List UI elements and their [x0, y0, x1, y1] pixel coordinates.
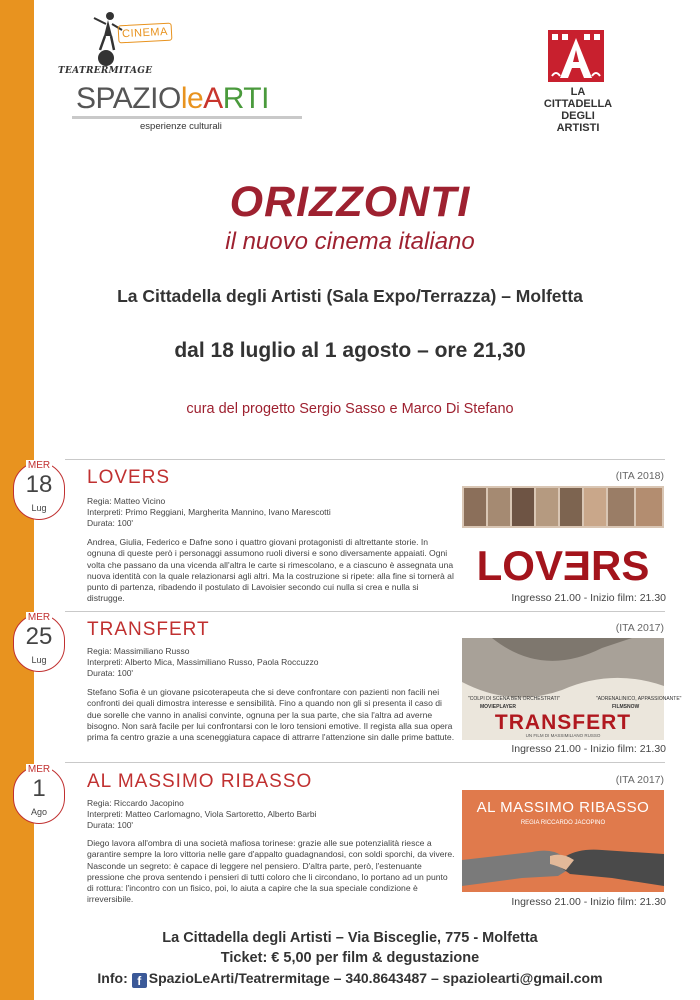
badge-month: Lug — [31, 503, 47, 513]
badge-weekday: MER — [27, 460, 51, 471]
transfert-poster-credit: UN FILM DI MASSIMILIANO RUSSO — [525, 733, 601, 738]
film-origin: (ITA 2017) — [615, 622, 664, 634]
badge-weekday: MER — [27, 764, 51, 775]
ribasso-poster-word: AL MASSIMO RIBASSO — [476, 799, 650, 816]
film-duration: Durata: 100' — [87, 668, 134, 678]
transfert-source-right: FILMSNOW — [612, 704, 640, 710]
date-badge — [13, 766, 65, 824]
logo-part-a: A — [203, 82, 223, 115]
logo-part-spazio: SPAZIO — [76, 82, 181, 115]
event-title: ORIZZONTI — [229, 178, 471, 226]
footer-info-label: Info: — [97, 970, 128, 986]
date-badge — [13, 462, 65, 520]
transfert-poster — [462, 638, 682, 740]
event-curator: cura del progetto Sergio Sasso e Marco Di Stefano — [186, 401, 514, 417]
transfert-quote-right: "ADRENALINICO, APPASSIONANTE" — [596, 696, 682, 702]
film-cast: Interpreti: Alberto Mica, Massimiliano Russo, Paola Roccuzzo — [87, 657, 319, 667]
badge-day-number: 25 — [25, 623, 53, 650]
badge-weekday: MER — [27, 612, 51, 623]
event-dates: dal 18 luglio al 1 agosto – ore 21,30 — [174, 339, 526, 362]
ribasso-poster-credit: REGIA RICCARDO JACOPINO — [520, 820, 606, 826]
footer-address: La Cittadella degli Artisti – Via Bisceglie, 775 - Molfetta — [162, 930, 538, 946]
film-title: TRANSFERT — [87, 619, 210, 640]
cinema-tag: CINEMA — [118, 23, 173, 44]
film-separator — [65, 762, 665, 763]
film-title: AL MASSIMO RIBASSO — [87, 771, 313, 792]
event-subtitle: il nuovo cinema italiano — [225, 228, 475, 255]
film-synopsis: Diego lavora all'ombra di una società mafiosa torinese: grazie alle sue potenzialità riesce a garantire sempre la loro vittoria nelle gare d'appalto guadagnandosi, con soldi sporchi, da vivere. Nasconde un segreto: è capace di leggere nel pensiero. D'altra parte, però, l'estenuante pressione che prova sentendo i pensieri di tutti coloro che li circondano, lo portano ad un punto di rottura: l'incontro con un fisico, poi, lo aiuta a capire che la sua speciale condizione è irreversibile. — [87, 838, 455, 905]
cittadella-line-1: LA CITTADELLA — [543, 86, 613, 110]
footer-contacts: SpazioLeArti/Teatrermitage – 340.8643487 – spaziolearti@gmail.com — [148, 970, 603, 986]
transfert-poster-word: TRANSFERT — [494, 711, 632, 734]
cittadella-line-2: DEGLI ARTISTI — [556, 110, 600, 134]
logo-underline — [72, 116, 302, 119]
footer-ticket: Ticket: € 5,00 per film & degustazione — [220, 950, 480, 966]
transfert-quote-left: "COLPI DI SCENA BEN ORCHESTRATI" — [468, 696, 560, 702]
logo-part-le: le — [180, 82, 204, 115]
spaziolearti-logo — [76, 82, 269, 116]
badge-month: Lug — [31, 655, 47, 665]
film-showtime: Ingresso 21.00 - Inizio film: 21.30 — [511, 592, 666, 604]
film-duration: Durata: 100' — [87, 820, 134, 830]
facebook-icon: f — [132, 973, 147, 988]
event-venue: La Cittadella degli Artisti (Sala Expo/Terrazza) – Molfetta — [117, 286, 583, 306]
teatrermitage-name: TEATRERMITAGE — [58, 66, 153, 76]
logo-part-rti: RTI — [222, 82, 269, 115]
film-synopsis: Andrea, Giulia, Federico e Dafne sono i quattro giovani protagonisti di altrettante storie. In ognuna di queste però i personaggi assumono ruoli diversi e sono diversamente appaiati. Ogni volta che passano da una vicenda all'altra le carte si rimescolano, e a ciascuno è assegnata una nuova identità con la quale relazionarsi agli altri. Ma la costruzione si ripete: alla fine si tornerà al punto di partenza, ribadendo il postulato di Lavoisier secondo cui nulla si crea e nulla si distrugge. — [87, 537, 454, 604]
film-showtime: Ingresso 21.00 - Inizio film: 21.30 — [511, 743, 666, 755]
footer-info — [0, 970, 700, 988]
film-duration: Durata: 100' — [87, 518, 134, 528]
date-badge — [13, 614, 65, 672]
lovers-poster-word: LOVƎRS — [476, 542, 650, 589]
film-credits — [87, 646, 447, 679]
cittadella-logo-name — [540, 86, 616, 134]
film-showtime: Ingresso 21.00 - Inizio film: 21.30 — [511, 896, 666, 908]
film-cast: Interpreti: Matteo Carlomagno, Viola Sartoretto, Alberto Barbi — [87, 809, 317, 819]
film-origin: (ITA 2018) — [615, 470, 664, 482]
film-credits — [87, 798, 447, 831]
al-massimo-ribasso-poster — [462, 790, 664, 892]
badge-day-number: 1 — [32, 775, 46, 802]
film-director: Regia: Riccardo Jacopino — [87, 798, 184, 808]
cittadella-castle-icon — [548, 30, 604, 82]
transfert-source-left: MOVIEPLAYER — [480, 704, 516, 710]
film-cast: Interpreti: Primo Reggiani, Margherita Mannino, Ivano Marescotti — [87, 507, 331, 517]
film-synopsis: Stefano Sofia è un giovane psicoterapeuta che si deve confrontare con pazienti non facili nei confronti dei quali dimostra interesse e sensibilità. Fino a quando non gli si presenta il caso di due sorelle che vanno in analisi convinte, ognuna per la sua parte, che sia l'altra ad averne bisogno. Non sarà facile per lui confrontarsi con le loro tensioni emotive. Il regista alla sua opera prima fa centro grazie a una sceneggiatura capace di attrarre l'attenzione sin dalle prime battute. — [87, 687, 455, 743]
badge-day-number: 18 — [25, 471, 53, 498]
logo-tagline: esperienze culturali — [140, 121, 222, 132]
film-credits — [87, 496, 447, 529]
badge-month: Ago — [30, 807, 47, 817]
lovers-poster — [462, 486, 664, 589]
film-separator — [65, 459, 665, 460]
film-separator — [65, 611, 665, 612]
film-origin: (ITA 2017) — [615, 774, 664, 786]
film-director: Regia: Massimiliano Russo — [87, 646, 190, 656]
film-title: LOVERS — [87, 467, 171, 488]
film-director: Regia: Matteo Vicino — [87, 496, 166, 506]
